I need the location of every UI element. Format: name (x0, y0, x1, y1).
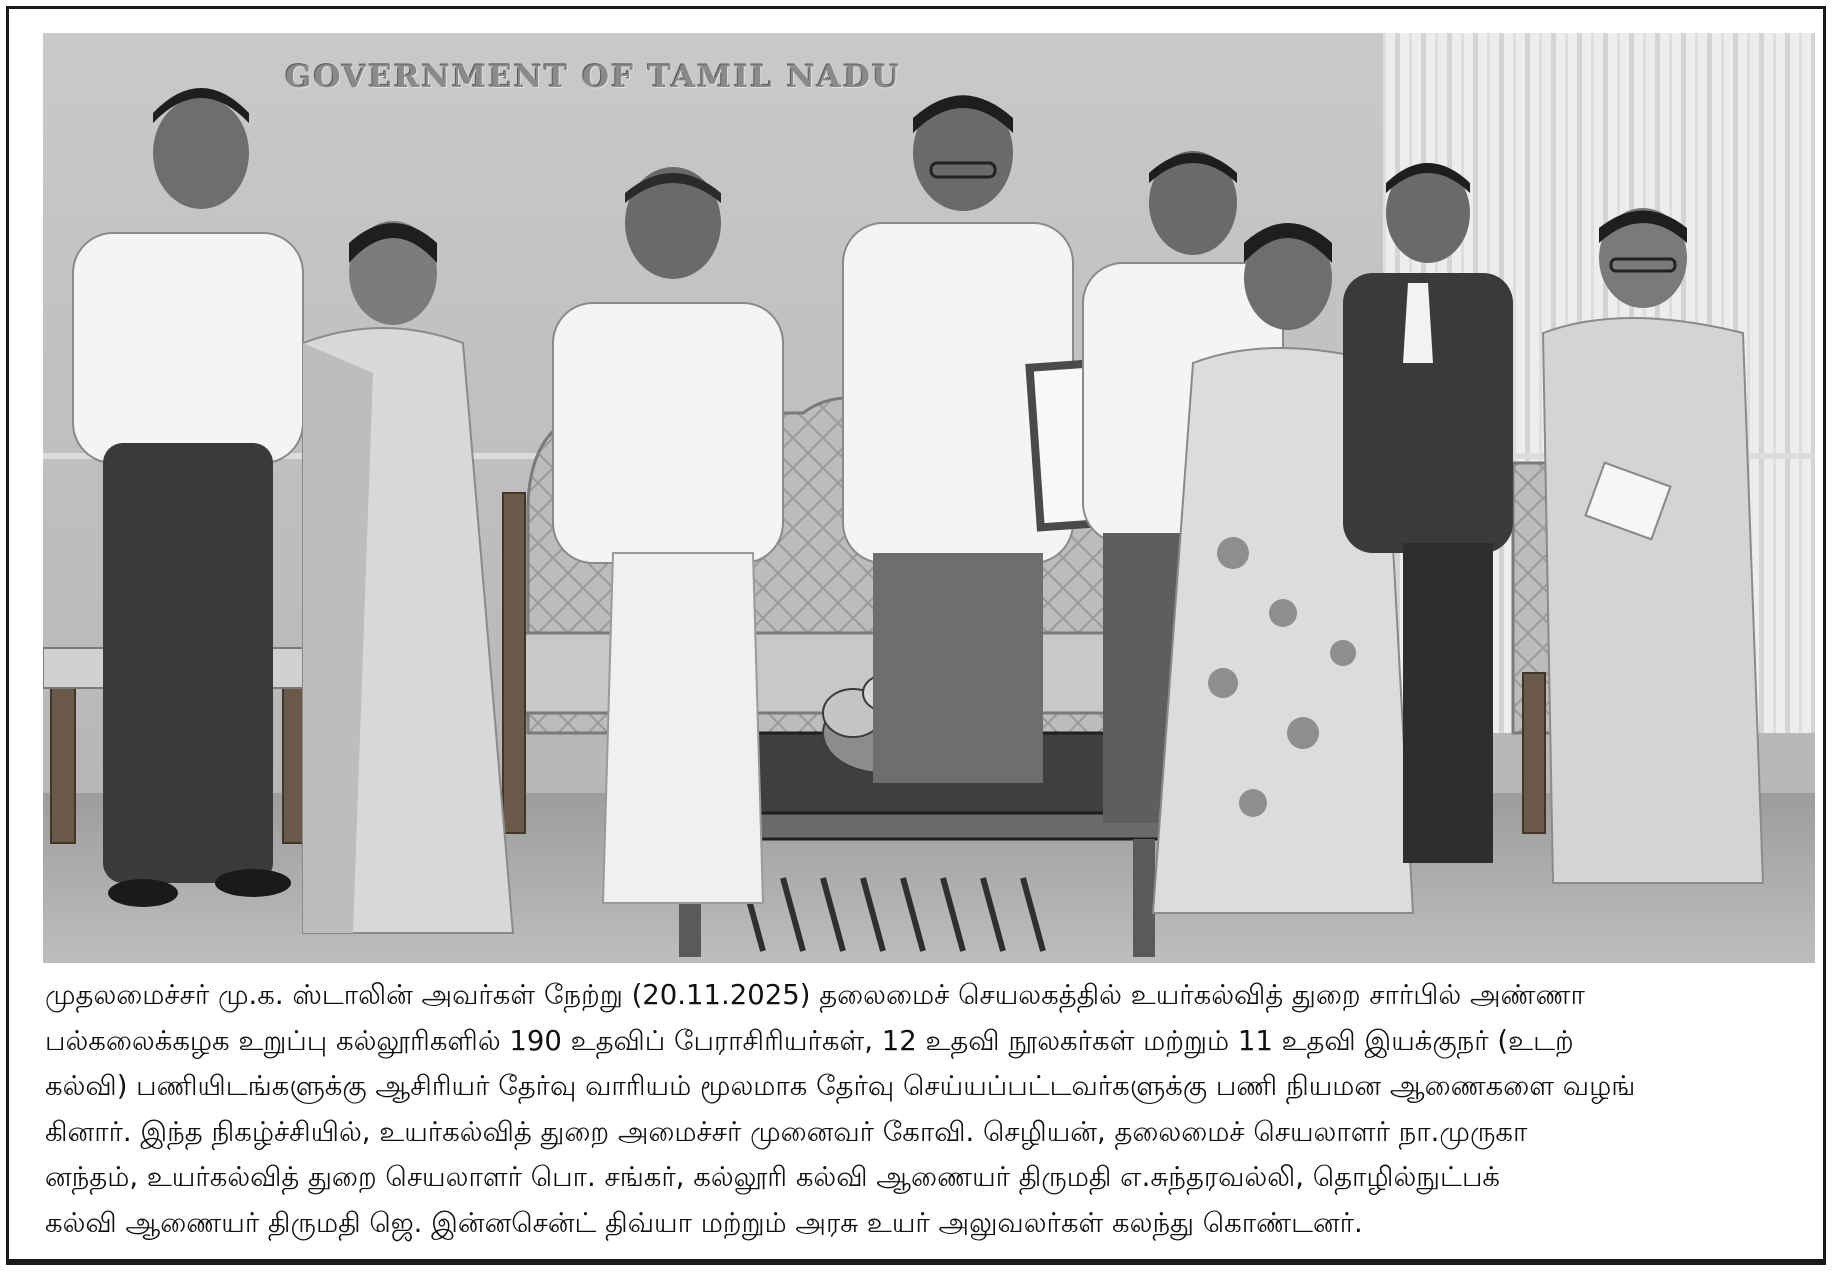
wall-inscription: GOVERNMENT OF TAMIL NADU (285, 59, 901, 95)
caption-line: கல்வி) பணியிடங்களுக்கு ஆசிரியர் தேர்வு வாரியம் மூலமாக தேர்வு செய்யப்பட்டவர்களுக்கு பணி நியமன ஆணைகளை வழங் (45, 1070, 1636, 1102)
bottom-rule (6, 1262, 1826, 1265)
caption-line: னந்தம், உயர்கல்வித் துறை செயலாளர் பொ. சங்கர், கல்லூரி கல்வி ஆணையர் திருமதி எ.சுந்தரவல்லி, தொழில்நுட்பக் (45, 1161, 1501, 1193)
news-clipping-frame (6, 6, 1826, 1262)
event-photo-illustration (43, 33, 1815, 963)
caption-line: பல்கலைக்கழக உறுப்பு கல்லூரிகளில் 190 உதவிப் பேராசிரியர்கள், 12 உதவி நூலகர்கள் மற்றும் 11 உதவி இயக்குநர் (உடற் (45, 1024, 1574, 1057)
caption-line: கினார். இந்த நிகழ்ச்சியில், உயர்கல்வித் துறை அமைச்சர் முனைவர் கோவி. செழியன், தலைமைச் செயலாளர் நா.முருகா (45, 1115, 1528, 1148)
event-photo (43, 33, 1815, 963)
caption-line: முதலமைச்சர் மு.க. ஸ்டாலின் அவர்கள் நேற்று (20.11.2025) தலைமைச் செயலகத்தில் உயர்கல்வித் துறை சார்பில் அண்ணா (45, 979, 1585, 1011)
photo-caption (45, 973, 1811, 1246)
caption-line: கல்வி ஆணையர் திருமதி ஜெ. இன்னசென்ட் திவ்யா மற்றும் அரசு உயர் அலுவலர்கள் கலந்து கொண்டனர். (45, 1206, 1363, 1239)
